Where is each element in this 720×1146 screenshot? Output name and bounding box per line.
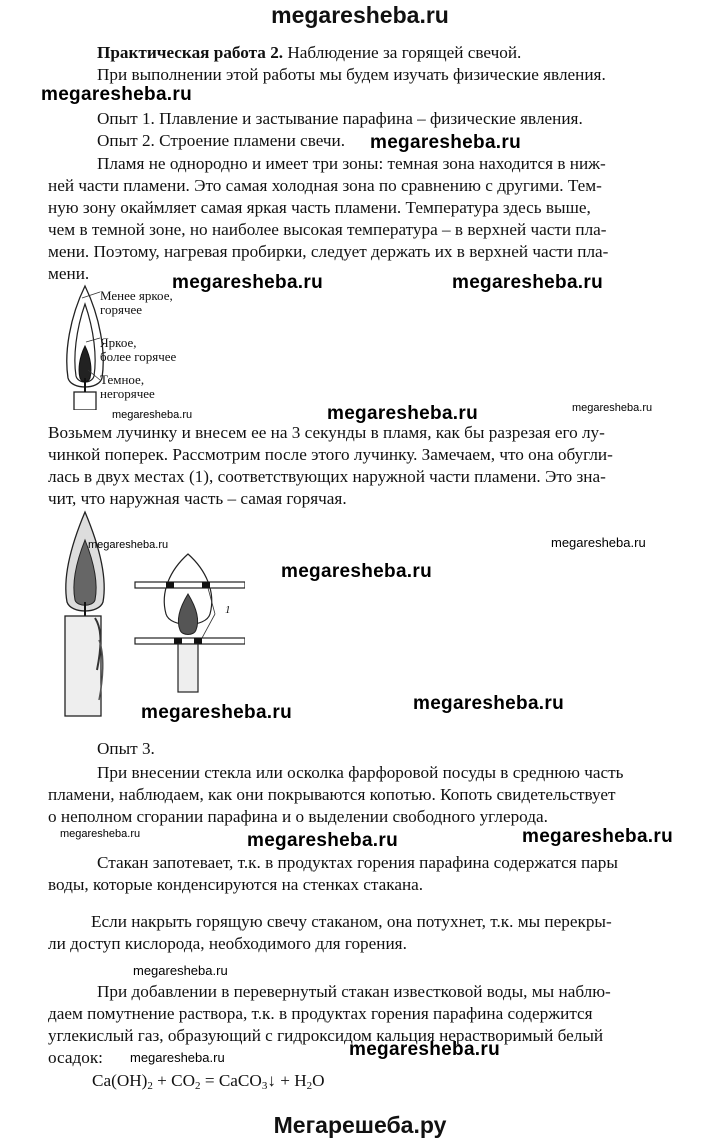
watermark: megaresheba.ru: [141, 702, 292, 723]
exp3-heading: Опыт 3.: [97, 739, 155, 758]
eq-sub: 3: [261, 1080, 268, 1092]
watermark: megaresheba.ru: [172, 272, 323, 293]
footer-watermark: Мегарешеба.ру: [273, 1112, 447, 1138]
exp1-text: Опыт 1. Плавление и застывание парафина – физические явления.: [97, 109, 583, 128]
splint-figure: [130, 552, 245, 694]
p3-line: о неполном сгорании парафина и о выделении свободного углерода.: [48, 807, 548, 826]
p4-line: Стакан запотевает, т.к. в продуктах горения парафина содержатся пары: [97, 853, 618, 872]
p2-line: Возьмем лучинку и внесем ее на 3 секунды в пламя, как бы разрезая его лу-: [48, 423, 605, 442]
p1-line: ней части пламени. Это самая холодная зона по сравнению с другими. Тем-: [48, 176, 602, 195]
watermark: megaresheba.ru: [88, 539, 169, 551]
watermark: megaresheba.ru: [413, 693, 564, 714]
p2-line: чинкой поперек. Рассмотрим после этого лучинку. Замечаем, что она обугли-: [48, 445, 613, 464]
flame-label-middle-1: Яркое,: [100, 335, 137, 350]
watermark: megaresheba.ru: [370, 132, 521, 153]
eq-sub: 2: [306, 1080, 313, 1092]
work-title-bold: Практическая работа 2.: [97, 43, 284, 62]
p3-line: При внесении стекла или осколка фарфоровой посуды в среднюю часть: [97, 763, 624, 782]
watermark: megaresheba.ru: [349, 1039, 500, 1060]
exp2-text: Опыт 2. Строение пламени свечи.: [97, 131, 346, 150]
p6-line: осадок:: [48, 1048, 103, 1067]
reaction-equation: [92, 1070, 720, 1091]
header-watermark: megaresheba.ru: [271, 2, 449, 28]
eq-part: = CaCO: [200, 1071, 262, 1090]
watermark: megaresheba.ru: [130, 1050, 225, 1065]
watermark: megaresheba.ru: [572, 402, 653, 414]
watermark: megaresheba.ru: [522, 826, 673, 847]
watermark: megaresheba.ru: [452, 272, 603, 293]
p6-line: даем помутнение раствора, т.к. в продуктах горения парафина содержится: [48, 1004, 593, 1023]
p6-line: При добавлении в перевернутый стакан известковой воды, мы наблю-: [97, 982, 611, 1001]
p4-line: воды, которые конденсируются на стенках стакана.: [48, 875, 424, 894]
flame-label-outer-1: Менее яркое,: [100, 288, 173, 303]
flame-label-inner: [100, 373, 155, 401]
flame-label-outer-2: горячее: [100, 302, 143, 317]
flame-label-middle-2: более горячее: [100, 349, 177, 364]
work-title: [97, 42, 720, 63]
p1-line: ную зону окаймляет самая яркая часть пламени. Температура здесь выше,: [48, 198, 591, 217]
p5-line: ли доступ кислорода, необходимого для горения.: [48, 934, 407, 953]
work-title-rest: Наблюдение за горящей свечой.: [283, 43, 522, 62]
p5-line: Если накрыть горящую свечу стаканом, она потухнет, т.к. мы перекры-: [91, 912, 612, 931]
eq-part: Ca(OH): [92, 1071, 148, 1090]
p1-line: Пламя не однородно и имеет три зоны: темная зона находится в ниж-: [97, 154, 606, 173]
p1-line: чем в темной зоне, но наиболее высокая температура – в верхней части пла-: [48, 220, 607, 239]
p1-line: мени.: [48, 264, 90, 283]
p6-line: углекислый газ, образующий с гидроксидом кальция нерастворимый белый: [48, 1026, 604, 1045]
eq-sub: 2: [195, 1080, 201, 1092]
intro-text: При выполнении этой работы мы будем изучать физические явления.: [97, 65, 606, 84]
watermark: megaresheba.ru: [60, 828, 141, 840]
flame-label-inner-1: Темное,: [100, 372, 145, 387]
eq-sub: 2: [147, 1080, 153, 1092]
eq-part: ↓ + H: [267, 1071, 307, 1090]
watermark: megaresheba.ru: [112, 409, 193, 421]
eq-part: O: [312, 1071, 325, 1090]
watermark: megaresheba.ru: [551, 535, 646, 550]
figure-label: 1: [225, 604, 231, 616]
watermark: megaresheba.ru: [133, 963, 228, 978]
watermark: megaresheba.ru: [41, 84, 192, 105]
p3-line: пламени, наблюдаем, как они покрываются копотью. Копоть свидетельствует: [48, 785, 616, 804]
flame-label-middle: [100, 336, 176, 364]
p1-line: мени. Поэтому, нагревая пробирки, следует держать их в верхней части пла-: [48, 242, 609, 261]
p2-line: чит, что наружная часть – самая горячая.: [48, 489, 347, 508]
p2-line: лась в двух местах (1), соответствующих наружной части пламени. Это зна-: [48, 467, 606, 486]
flame-label-outer: [100, 289, 173, 317]
watermark: megaresheba.ru: [247, 830, 398, 851]
watermark: megaresheba.ru: [327, 403, 478, 424]
watermark: megaresheba.ru: [281, 561, 432, 582]
flame-label-inner-2: негорячее: [100, 386, 155, 401]
eq-part: + CO: [152, 1071, 196, 1090]
